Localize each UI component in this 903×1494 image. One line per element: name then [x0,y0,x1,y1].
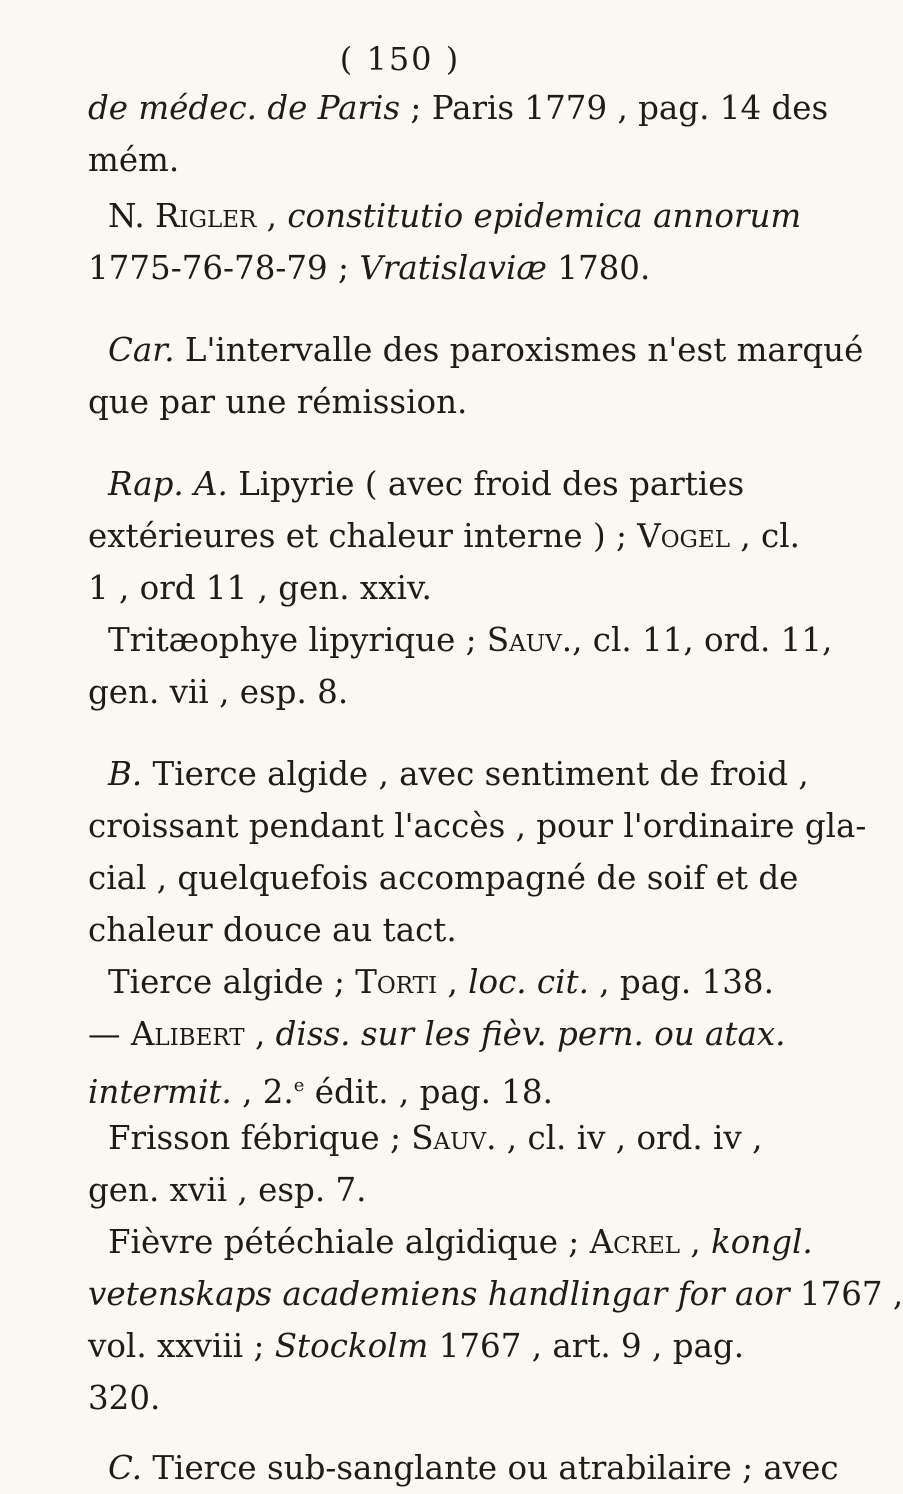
text-line: gen. vii , esp. 8. [88,673,349,711]
section-label: Rap. A. [108,465,228,503]
text-line: Tierce algide ; Torti , loc. cit. , pag. 138. [108,963,774,1001]
page-text [88,82,903,1494]
text-line: 320. [88,1379,161,1417]
section-label: Car. [108,331,175,369]
author-name: Rigler [155,197,257,235]
text-line: 1 , ord 11 , gen. xxiv. [88,569,432,607]
author-name: Acrel [589,1223,681,1261]
text-line: Rap. A. Lipyrie ( avec froid des parties [108,465,745,503]
author-name: Alibert [130,1015,245,1053]
text-line: Car. L'intervalle des paroxismes n'est marqué [108,331,864,369]
text-line: Tritæophye lipyrique ; Sauv., cl. 11, ord. 11, [108,621,833,659]
text-line: Fièvre pétéchiale algidique ; Acrel , kongl. [108,1223,813,1261]
text-line: intermit. , 2.$^e$ édit. , pag. 18. [88,1072,553,1111]
author-name: Sauv. [411,1119,497,1157]
text-line: B. Tierce algide , avec sentiment de froid , [108,755,809,793]
author-name: Torti [355,963,438,1001]
page-number: ( 150 ) [339,40,461,78]
text-line: Frisson fébrique ; Sauv. , cl. iv , ord. iv , [108,1119,763,1157]
section-label: C. [108,1449,143,1487]
text-line: croissant pendant l'accès , pour l'ordinaire gla- [88,807,867,845]
text-line: extérieures et chaleur interne ) ; Vogel , cl. [88,517,800,555]
author-name: Sauv. [486,621,573,659]
text-line: mém. [88,141,180,179]
text-line: vetenskaps academiens handlingar for aor 1767 , [88,1275,903,1313]
text-line: de médec. de Paris ; Paris 1779 , pag. 14 des [88,89,829,127]
text-line: N. Rigler , constitutio epidemica annorum [108,197,802,235]
text-line: gen. xvii , esp. 7. [88,1171,367,1209]
text-line: C. Tierce sub-sanglante ou atrabilaire ; avec [108,1449,839,1487]
section-label: B. [108,755,143,793]
author-name: Vogel [637,517,730,555]
text-line: vol. xxviii ; Stockolm 1767 , art. 9 , pag. [88,1327,745,1365]
text-line: 1775-76-78-79 ; Vratislaviæ 1780. [88,249,651,287]
text-line: cial , quelquefois accompagné de soif et de [88,859,799,897]
text-line: que par une rémission. [88,383,468,421]
text-line: chaleur douce au tact. [88,911,457,949]
text-line: — Alibert , diss. sur les fièv. pern. ou atax. [88,1015,786,1053]
